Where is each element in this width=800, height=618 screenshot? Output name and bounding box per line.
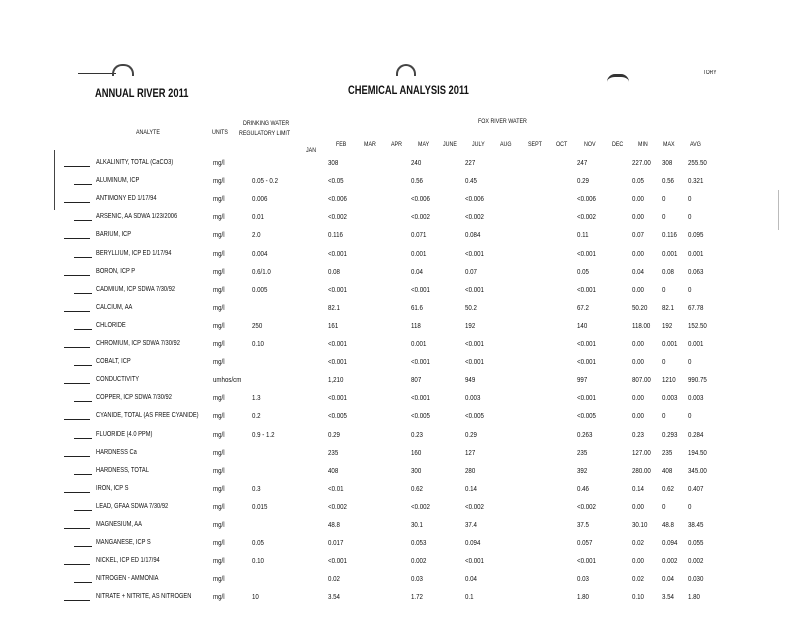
feb-value: 3.54 — [328, 592, 340, 602]
limit-cell: 1.3 — [252, 393, 261, 403]
limit-cell: 0.01 — [252, 212, 264, 222]
may-value: <0.001 — [411, 393, 430, 403]
feb-value: <0.001 — [328, 248, 347, 258]
limit-header-line2: REGULATORY LIMIT — [239, 130, 291, 137]
row-underline — [74, 546, 92, 547]
limit-cell: 0.004 — [252, 248, 268, 258]
row-underline — [74, 365, 92, 366]
min-value: 0.00 — [632, 357, 644, 367]
nov-value: 67.2 — [577, 302, 589, 312]
nov-value: <0.002 — [577, 212, 596, 222]
nov-value: 997 — [577, 375, 588, 385]
analyte-cell: FLUORIDE (4.0 PPM) — [96, 430, 153, 438]
max-value: 0.094 — [662, 538, 678, 548]
units-cell: mg/l — [213, 447, 225, 457]
may-value: 0.053 — [411, 538, 427, 548]
analyte-cell: COBALT, ICP — [96, 358, 131, 366]
min-value: 0.10 — [632, 592, 644, 602]
max-value: 48.8 — [662, 520, 674, 529]
avg-value: 0.055 — [688, 538, 704, 548]
nov-value: 392 — [577, 465, 588, 475]
units-cell: mg/l — [213, 465, 225, 475]
row-underline — [64, 311, 90, 312]
row-underline — [64, 600, 90, 601]
row-underline — [74, 474, 92, 475]
nov-value: <0.001 — [577, 284, 596, 294]
nov-value: 37.5 — [577, 520, 589, 529]
min-value: 0.02 — [632, 574, 644, 584]
units-cell: mg/l — [213, 158, 225, 167]
min-value: 127.00 — [632, 447, 651, 457]
month-header-oct: OCT — [556, 141, 568, 148]
scan-mark — [78, 73, 116, 74]
limit-cell: 0.005 — [252, 284, 268, 294]
avg-value: 0.284 — [688, 429, 704, 439]
row-underline — [74, 329, 92, 330]
analyte-cell: BERYLLIUM, ICP ED 1/17/94 — [96, 249, 172, 257]
min-value: 280.00 — [632, 465, 651, 475]
max-value: 235 — [662, 447, 673, 457]
max-value: 0.116 — [662, 230, 677, 240]
may-value: 807 — [411, 375, 422, 385]
avg-value: 0.001 — [688, 339, 704, 348]
analyte-cell: CADMIUM, ICP SDWA 7/30/92 — [96, 285, 176, 293]
max-value: 0.56 — [662, 176, 674, 186]
month-header-feb: FEB — [336, 141, 347, 148]
limit-header-line1: DRINKING WATER — [243, 120, 290, 127]
may-value: 0.001 — [411, 248, 427, 258]
row-underline — [64, 347, 90, 348]
row-underline — [74, 582, 92, 583]
max-value: 192 — [662, 320, 673, 330]
units-header: UNITS — [212, 129, 228, 136]
units-cell: mg/l — [213, 556, 225, 566]
july-value: <0.001 — [465, 284, 484, 294]
nov-value: <0.002 — [577, 501, 596, 511]
nov-value: 0.057 — [577, 538, 593, 548]
max-value: 0 — [662, 411, 666, 421]
min-value: 227.00 — [632, 158, 651, 167]
feb-value: 1,210 — [328, 375, 344, 385]
max-value: 3.54 — [662, 592, 674, 602]
feb-value: <0.001 — [328, 393, 347, 403]
may-value: <0.001 — [411, 357, 430, 367]
row-underline — [74, 401, 92, 402]
may-value: 1.72 — [411, 592, 423, 602]
nov-value: 0.263 — [577, 429, 593, 439]
min-value: 118.00 — [632, 320, 651, 330]
nov-value: <0.001 — [577, 339, 596, 348]
feb-value: 0.116 — [328, 230, 343, 240]
units-cell: mg/l — [213, 429, 225, 439]
analyte-cell: ARSENIC, AA SDWA 1/23/2006 — [96, 213, 178, 221]
analyte-cell: CONDUCTIVITY — [96, 376, 140, 384]
min-value: 50.20 — [632, 302, 648, 312]
nov-value: <0.001 — [577, 357, 596, 367]
units-cell: mg/l — [213, 212, 225, 222]
min-value: 0.00 — [632, 501, 644, 511]
avg-value: 0 — [688, 357, 692, 367]
row-underline — [64, 202, 90, 203]
avg-value: 0 — [688, 194, 692, 204]
analyte-cell: BARIUM, ICP — [96, 231, 132, 239]
row-underline — [74, 257, 92, 258]
nov-value: <0.005 — [577, 411, 596, 421]
july-value: 227 — [465, 158, 476, 167]
max-value: 408 — [662, 465, 673, 475]
nov-value: 0.05 — [577, 266, 589, 276]
may-value: 240 — [411, 158, 422, 167]
row-underline — [64, 419, 90, 420]
margin-line — [778, 190, 779, 230]
max-value: 82.1 — [662, 302, 674, 312]
nov-value: 235 — [577, 447, 588, 457]
min-value: 0.00 — [632, 284, 644, 294]
feb-value: <0.005 — [328, 411, 347, 421]
row-underline — [74, 438, 92, 439]
feb-value: <0.05 — [328, 176, 344, 186]
july-value: <0.001 — [465, 556, 484, 566]
row-underline — [74, 510, 92, 511]
limit-cell: 0.05 — [252, 538, 264, 548]
feb-value: 0.08 — [328, 266, 340, 276]
may-value: 0.62 — [411, 483, 423, 493]
nov-value: <0.001 — [577, 556, 596, 566]
units-cell: mg/l — [213, 592, 225, 602]
july-value: <0.005 — [465, 411, 484, 421]
row-underline — [64, 275, 90, 276]
max-value: 0.002 — [662, 556, 678, 566]
avg-value: 345.00 — [688, 465, 707, 475]
avg-value: 0.001 — [688, 248, 704, 258]
feb-value: <0.001 — [328, 357, 347, 367]
avg-value: 0.321 — [688, 176, 704, 186]
max-value: 0.001 — [662, 339, 678, 348]
july-value: 37.4 — [465, 520, 477, 529]
row-underline — [64, 166, 90, 167]
min-value: 0.05 — [632, 176, 644, 186]
limit-cell: 0.006 — [252, 194, 268, 204]
nov-value: 0.11 — [577, 230, 589, 240]
nov-value: 0.46 — [577, 483, 589, 493]
avg-value: 67.78 — [688, 302, 704, 312]
avg-value: 38.45 — [688, 520, 704, 529]
nov-value: <0.001 — [577, 248, 596, 258]
feb-value: <0.002 — [328, 212, 347, 222]
avg-value: 0 — [688, 284, 692, 294]
units-cell: mg/l — [213, 339, 225, 348]
units-cell: mg/l — [213, 501, 225, 511]
month-header-mar: MAR — [364, 141, 376, 148]
max-value: 0.001 — [662, 248, 678, 258]
july-value: 0.084 — [465, 230, 481, 240]
july-value: 192 — [465, 320, 476, 330]
month-header-sept: SEPT — [528, 141, 542, 148]
analyte-cell: BORON, ICP P — [96, 267, 136, 275]
min-value: 0.00 — [632, 393, 644, 403]
july-value: <0.001 — [465, 357, 484, 367]
nov-value: <0.006 — [577, 194, 596, 204]
stat-header-avg: AVG — [690, 141, 701, 148]
row-underline — [74, 293, 92, 294]
min-value: 0.00 — [632, 411, 644, 421]
july-value: 0.1 — [465, 592, 474, 602]
feb-value: <0.001 — [328, 284, 347, 294]
page-title-center: CHEMICAL ANALYSIS 2011 — [348, 83, 469, 97]
feb-value: 48.8 — [328, 520, 340, 529]
avg-value: 0.095 — [688, 230, 704, 240]
max-value: 0.293 — [662, 429, 678, 439]
avg-value: 0.407 — [688, 483, 704, 493]
units-cell: mg/l — [213, 320, 225, 330]
may-value: 0.071 — [411, 230, 427, 240]
may-value: 61.6 — [411, 302, 423, 312]
analyte-cell: MAGNESIUM, AA — [96, 521, 142, 528]
binder-hole-mark — [607, 74, 629, 83]
month-header-apr: APR — [391, 141, 402, 148]
row-underline — [64, 528, 90, 529]
min-value: 0.02 — [632, 538, 644, 548]
may-value: 0.001 — [411, 339, 427, 348]
month-header-jan: JAN — [306, 147, 317, 154]
feb-value: <0.01 — [328, 483, 344, 493]
avg-value: 0 — [688, 212, 692, 222]
min-value: 0.00 — [632, 556, 644, 566]
feb-value: 82.1 — [328, 302, 340, 312]
feb-value: <0.001 — [328, 556, 347, 566]
analyte-cell: CHROMIUM, ICP SDWA 7/30/92 — [96, 340, 180, 347]
july-value: 949 — [465, 375, 476, 385]
month-header-may: MAY — [418, 141, 430, 148]
may-value: 160 — [411, 447, 422, 457]
units-cell: mg/l — [213, 357, 225, 367]
avg-value: 0 — [688, 501, 692, 511]
limit-cell: 0.05 - 0.2 — [252, 176, 278, 186]
may-value: 118 — [411, 320, 421, 330]
month-header-aug: AUG — [500, 141, 512, 148]
july-value: 127 — [465, 447, 476, 457]
limit-cell: 0.015 — [252, 501, 268, 511]
july-value: 0.094 — [465, 538, 481, 548]
margin-line — [54, 150, 55, 210]
may-value: <0.006 — [411, 194, 430, 204]
may-value: <0.002 — [411, 212, 430, 222]
limit-cell: 0.10 — [252, 556, 264, 566]
month-header-june: JUNE — [443, 141, 457, 148]
july-value: <0.002 — [465, 501, 484, 511]
analyte-cell: ALUMINUM, ICP — [96, 177, 140, 185]
month-header-dec: DEC — [612, 141, 624, 148]
limit-cell: 0.6/1.0 — [252, 266, 271, 276]
min-value: 0.14 — [632, 483, 644, 493]
analyte-cell: IRON, ICP S — [96, 484, 129, 492]
feb-value: 408 — [328, 465, 339, 475]
stat-header-min: MIN — [638, 141, 648, 148]
limit-cell: 0.3 — [252, 483, 261, 493]
feb-value: 235 — [328, 447, 339, 457]
units-cell: mg/l — [213, 393, 225, 403]
analyte-cell: LEAD, GFAA SDWA 7/30/92 — [96, 502, 169, 510]
feb-value: <0.002 — [328, 501, 347, 511]
units-cell: mg/l — [213, 284, 225, 294]
may-value: 0.04 — [411, 266, 423, 276]
min-value: 0.07 — [632, 230, 644, 240]
analyte-cell: NICKEL, ICP ED 1/17/94 — [96, 557, 160, 565]
avg-value: 0.063 — [688, 266, 704, 276]
analyte-cell: CYANIDE, TOTAL (AS FREE CYANIDE) — [96, 412, 199, 420]
units-cell: mg/l — [213, 302, 225, 312]
min-value: 807.00 — [632, 375, 651, 385]
feb-value: <0.001 — [328, 339, 347, 348]
row-underline — [74, 184, 92, 185]
analyte-cell: ALKALINITY, TOTAL (CaCO3) — [96, 159, 174, 166]
nov-value: 1.80 — [577, 592, 589, 602]
analyte-cell: ANTIMONY ED 1/17/94 — [96, 195, 157, 203]
max-value: 0 — [662, 194, 666, 204]
max-value: 0.62 — [662, 483, 674, 493]
may-value: 0.03 — [411, 574, 423, 584]
analyte-cell: MANGANESE, ICP S — [96, 539, 151, 547]
avg-value: 0 — [688, 411, 692, 421]
binder-hole-mark — [396, 64, 416, 76]
analyte-cell: NITROGEN - AMMONIA — [96, 575, 159, 583]
feb-value: 0.017 — [328, 538, 344, 548]
min-value: 30.10 — [632, 520, 648, 529]
limit-cell: 250 — [252, 320, 263, 330]
july-value: 0.003 — [465, 393, 481, 403]
july-value: 0.45 — [465, 176, 477, 186]
may-value: 30.1 — [411, 520, 423, 529]
july-value: 280 — [465, 465, 476, 475]
feb-value: 308 — [328, 158, 339, 167]
row-underline — [64, 383, 90, 384]
month-header-july: JULY — [472, 141, 485, 148]
analyte-cell: HARDNESS, TOTAL — [96, 466, 149, 474]
min-value: 0.04 — [632, 266, 644, 276]
corner-text: TORY — [703, 70, 717, 76]
units-cell: mg/l — [213, 176, 225, 186]
page-title-left: ANNUAL RIVER 2011 — [95, 86, 189, 100]
july-value: <0.001 — [465, 339, 484, 348]
nov-value: 247 — [577, 158, 588, 167]
min-value: 0.00 — [632, 339, 644, 348]
july-value: 0.29 — [465, 429, 477, 439]
analyte-cell: COPPER, ICP SDWA 7/30/92 — [96, 394, 172, 402]
analyte-cell: CHLORIDE — [96, 321, 126, 329]
july-value: <0.006 — [465, 194, 484, 204]
may-value: <0.002 — [411, 501, 430, 511]
avg-value: 255.50 — [688, 158, 707, 167]
may-value: 300 — [411, 465, 422, 475]
units-cell: umhos/cm — [213, 375, 242, 385]
row-underline — [64, 456, 90, 457]
units-cell: mg/l — [213, 574, 225, 584]
july-value: 50.2 — [465, 302, 477, 312]
stat-header-max: MAX — [663, 141, 675, 148]
limit-cell: 0.10 — [252, 339, 264, 348]
july-value: <0.001 — [465, 248, 484, 258]
july-value: 0.04 — [465, 574, 477, 584]
units-cell: mg/l — [213, 248, 225, 258]
units-cell: mg/l — [213, 538, 225, 548]
avg-value: 152.50 — [688, 320, 707, 330]
max-value: 308 — [662, 158, 673, 167]
nov-value: 140 — [577, 320, 588, 330]
avg-value: 194.50 — [688, 447, 707, 457]
july-value: 0.14 — [465, 483, 477, 493]
feb-value: 0.02 — [328, 574, 340, 584]
units-cell: mg/l — [213, 266, 225, 276]
max-value: 0.003 — [662, 393, 678, 403]
binder-hole-mark — [112, 64, 134, 76]
feb-value: 0.29 — [328, 429, 340, 439]
units-cell: mg/l — [213, 520, 225, 529]
analyte-header: ANALYTE — [136, 129, 160, 136]
july-value: 0.07 — [465, 266, 477, 276]
avg-value: 1.80 — [688, 592, 700, 602]
max-value: 0.04 — [662, 574, 674, 584]
max-value: 1210 — [662, 375, 676, 385]
avg-value: 990.75 — [688, 375, 707, 385]
row-underline — [64, 492, 90, 493]
row-underline — [64, 238, 90, 239]
analyte-cell: CALCIUM, AA — [96, 303, 133, 311]
units-cell: mg/l — [213, 230, 225, 240]
month-header-nov: NOV — [584, 141, 596, 148]
min-value: 0.00 — [632, 194, 644, 204]
units-cell: mg/l — [213, 411, 225, 421]
row-underline — [64, 564, 90, 565]
limit-cell: 10 — [252, 592, 259, 602]
may-value: 0.002 — [411, 556, 427, 566]
nov-value: 0.29 — [577, 176, 589, 186]
limit-cell: 2.0 — [252, 230, 261, 240]
max-value: 0 — [662, 501, 666, 511]
avg-value: 0.003 — [688, 393, 704, 403]
analyte-cell: HARDNESS Ca — [96, 448, 137, 456]
units-cell: mg/l — [213, 194, 225, 204]
row-underline — [74, 220, 92, 221]
min-value: 0.00 — [632, 248, 644, 258]
avg-value: 0.002 — [688, 556, 704, 566]
nov-value: <0.001 — [577, 393, 596, 403]
units-cell: mg/l — [213, 483, 225, 493]
min-value: 0.23 — [632, 429, 644, 439]
limit-cell: 0.9 - 1.2 — [252, 429, 275, 439]
limit-cell: 0.2 — [252, 411, 261, 421]
may-value: <0.001 — [411, 284, 430, 294]
analyte-cell: NITRATE + NITRITE, AS NITROGEN — [96, 593, 192, 601]
max-value: 0.08 — [662, 266, 674, 276]
feb-value: <0.006 — [328, 194, 347, 204]
nov-value: 0.03 — [577, 574, 589, 584]
may-value: <0.005 — [411, 411, 430, 421]
may-value: 0.23 — [411, 429, 423, 439]
max-value: 0 — [662, 357, 666, 367]
july-value: <0.002 — [465, 212, 484, 222]
may-value: 0.56 — [411, 176, 423, 186]
max-value: 0 — [662, 212, 666, 222]
fox-river-header: FOX RIVER WATER — [478, 118, 527, 125]
feb-value: 161 — [328, 320, 339, 330]
min-value: 0.00 — [632, 212, 644, 222]
avg-value: 0.030 — [688, 574, 704, 584]
max-value: 0 — [662, 284, 666, 294]
